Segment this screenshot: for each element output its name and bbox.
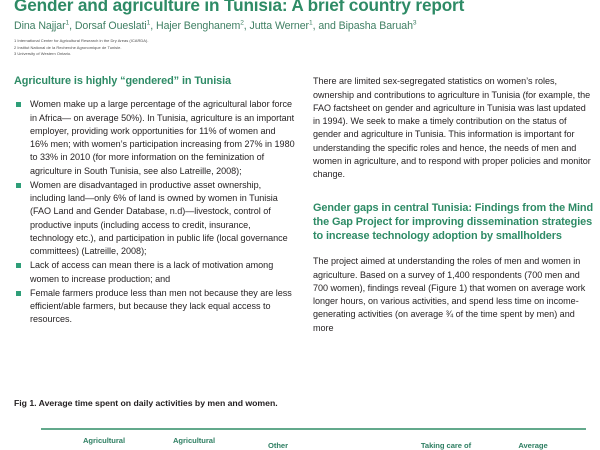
left-column-heading: Agriculture is highly “gendered” in Tunisia xyxy=(14,75,231,88)
list-item xyxy=(14,287,295,327)
body-columns xyxy=(14,75,593,334)
affiliation-item: 1 International Center for Agricultural Research in the Dry Areas (ICARDA). xyxy=(14,38,149,44)
page-title: Gender and agriculture in Tunisia: A brief country report xyxy=(14,0,465,15)
chart-category-labels xyxy=(0,430,600,450)
chart-category-label: Agricultural xyxy=(172,436,215,445)
affiliation-item: 2 Institut National de la Recherche Agronomique de Tunisie. xyxy=(14,44,122,50)
right-column xyxy=(313,75,594,334)
chart-category-label: Average xyxy=(518,441,548,450)
list-item-text: Lack of access can mean there is a lack of motivation among women to increase production; and xyxy=(30,260,274,284)
right-column-paragraph: The project aimed at understanding the roles of men and women in agriculture. Based on a survey of 1,400 respondents (700 men and 700 women), findings reveal (Figure 1) that women on average work longer hours, on various activities, and spend less time on income-generating activities (on average ¾ of the time spent by men) and more xyxy=(313,256,586,333)
left-column xyxy=(14,75,295,334)
left-column-bullet-list xyxy=(14,98,295,326)
square-bullet-icon xyxy=(16,291,21,296)
list-item-text: Women are disadvantaged in productive asset ownership, including land—only 6% of land is owned by women in Tunisia (FAO Land and Gender Database, n.d)—livestock, control of productive inputs (including access to credit, insurance, technology etc.), and participation in public life (local governance committees) (Latreille, 2008); xyxy=(30,179,288,257)
author-list xyxy=(14,15,586,32)
list-item-text: Female farmers produce less than men not because they are less efficient/able farmers, but because they lack equal access to resources. xyxy=(30,287,292,325)
chart-category-label: Taking care of xyxy=(420,441,472,450)
affiliation-item: 3 University of Western Ontario. xyxy=(14,51,72,56)
right-column-heading: Gender gaps in central Tunisia: Findings from the Mind the Gap Project for improving dissemination strategies to increase technology adoption by smallholders xyxy=(313,202,593,243)
square-bullet-icon xyxy=(16,263,21,268)
list-item-text: Women make up a large percentage of the agricultural labor force in Africa— on average 50%). In Tunisia, agriculture is an important employer, providing work opportunities for 11% of women and 16% men; with women’s participation increasing from 27% in 1980 to 33% in 2010 (for more information on the feminization of agriculture in South Tunisia, see also Latreille, 2008); xyxy=(30,99,295,176)
list-item xyxy=(14,259,295,286)
square-bullet-icon xyxy=(16,102,21,107)
figure-caption: Fig 1. Average time spent on daily activities by men and women. xyxy=(14,398,278,408)
list-item xyxy=(14,98,295,178)
affiliation-list xyxy=(14,32,586,57)
author-list-text: Dina Najjar$^1$, Dorsaf Oueslati$^1$, Hajer Benghanem$^2$, Jutta Werner$^1$, and Bipasha Baruah$^3$ xyxy=(14,19,417,33)
list-item xyxy=(14,179,295,259)
square-bullet-icon xyxy=(16,183,21,188)
chart-category-label: Agricultural xyxy=(82,436,125,445)
chart-category-label: Other xyxy=(267,441,288,450)
right-column-intro-paragraph: There are limited sex-segregated statistics on women’s roles, ownership and contributions to agriculture in Tunisia (for example, the FAO factsheet on gender and agriculture in Tunisia was last updated in 1994). We seek to make a timely contribution on the status of gender and agriculture in Tunisia. This information is important for understanding the specific roles and hence, the needs of men and women in agriculture, and to respond with proper policies and monitor change. xyxy=(313,76,591,180)
